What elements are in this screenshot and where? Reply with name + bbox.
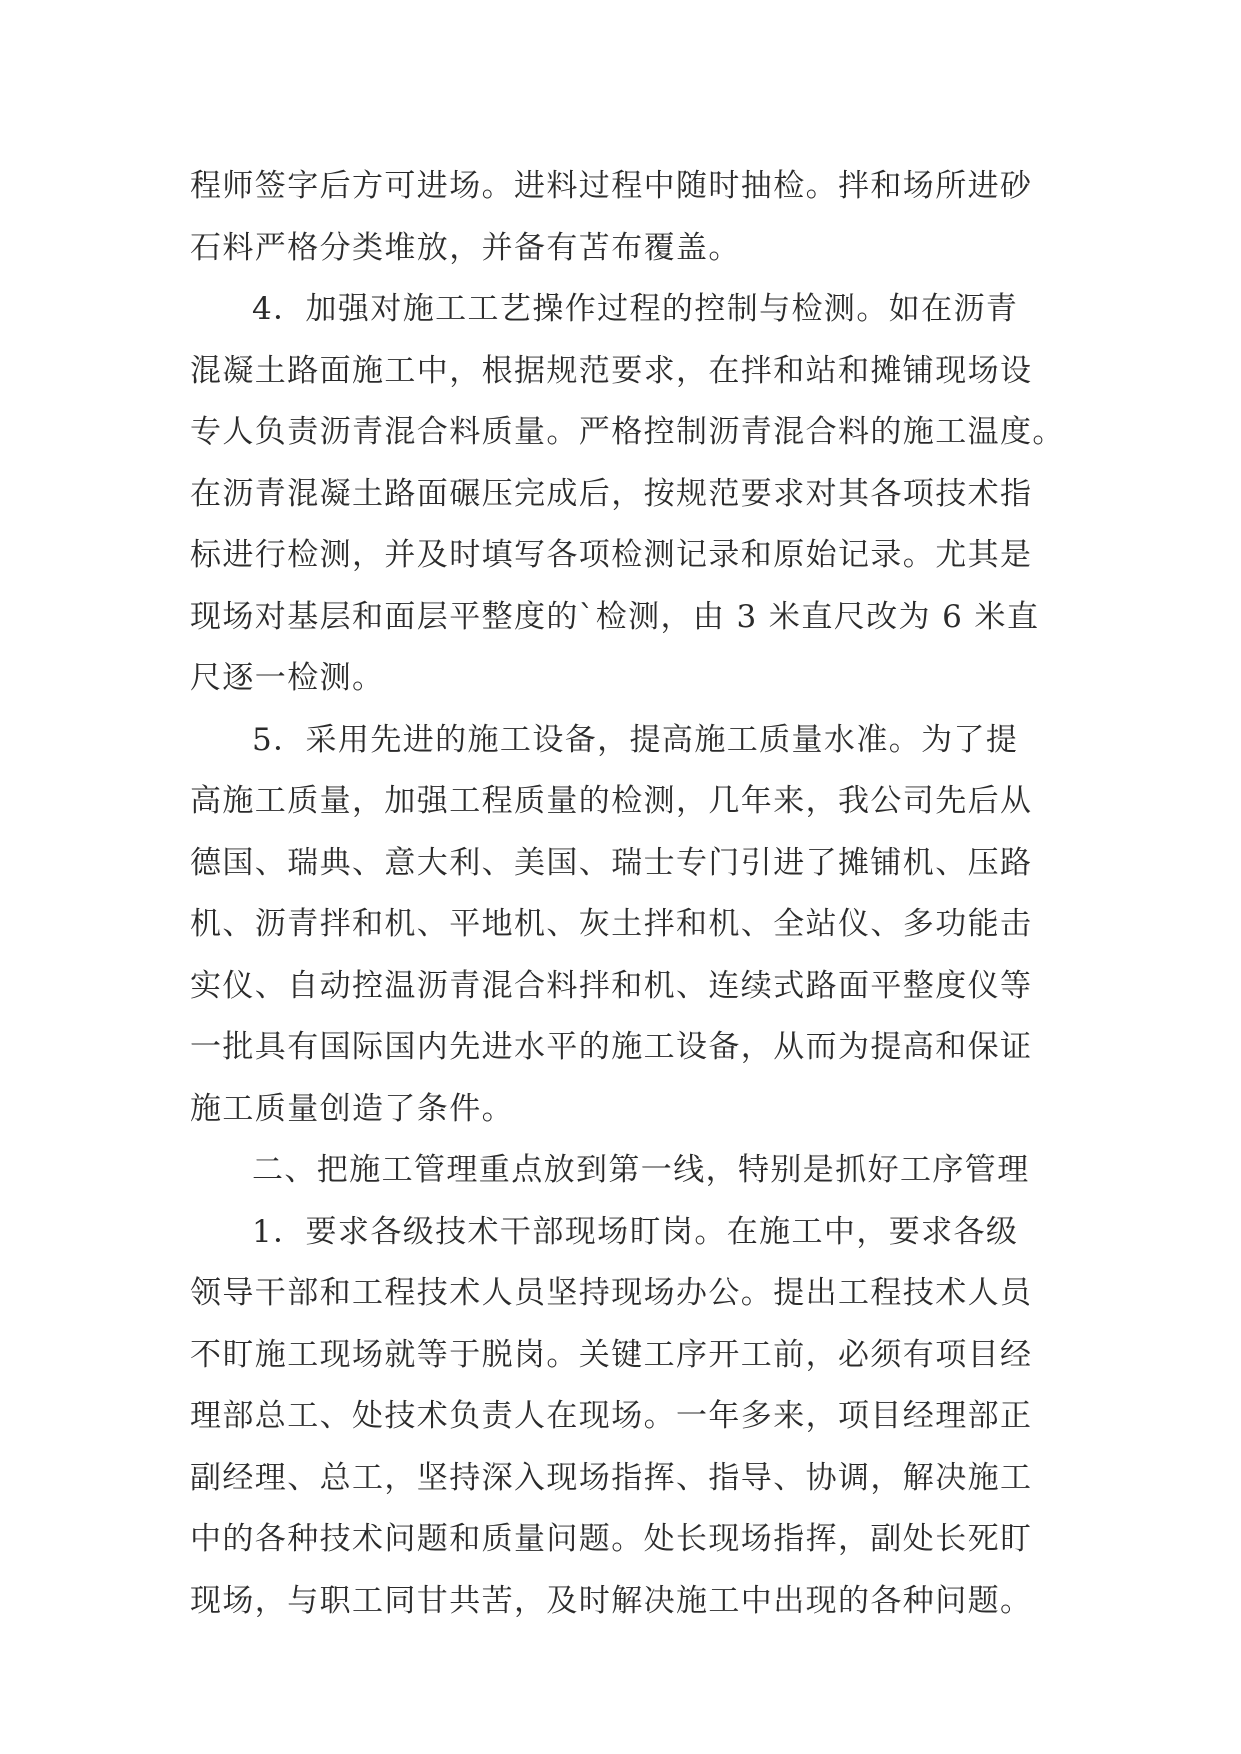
text-line: 标进行检测，并及时填写各项检测记录和原始记录。尤其是: [190, 537, 1033, 573]
text-line: 中的各种技术问题和质量问题。处长现场指挥，副处长死盯: [190, 1521, 1033, 1557]
text-line: 现场对基层和面层平整度的`检测，由 3 米直尺改为 6 米直: [190, 598, 1040, 635]
text-line: 实仪、自动控温沥青混合料拌和机、连续式路面平整度仪等: [190, 967, 1033, 1004]
text-line: 一批具有国际国内先进水平的施工设备，从而为提高和保证: [190, 1029, 1033, 1065]
text-line: 现场，与职工同甘共苦，及时解决施工中出现的各种问题。: [190, 1582, 1033, 1619]
text-line: 程师签字后方可进场。进料过程中随时抽检。拌和场所进砂: [190, 168, 1033, 204]
text-line: 领导干部和工程技术人员坚持现场办公。提出工程技术人员: [190, 1275, 1033, 1311]
text-line: 4．加强对施工工艺操作过程的控制与检测。如在沥青: [252, 291, 1019, 327]
text-line: 5．采用先进的施工设备，提高施工质量水准。为了提: [252, 721, 1019, 758]
text-line: 德国、瑞典、意大利、美国、瑞士专门引进了摊铺机、压路: [190, 844, 1033, 881]
text-line: 机、沥青拌和机、平地机、灰土拌和机、全站仪、多功能击: [190, 906, 1033, 942]
text-line: 尺逐一检测。: [190, 660, 385, 696]
text-line: 专人负责沥青混合料质量。严格控制沥青混合料的施工温度。: [190, 414, 1065, 450]
section-heading: 二、把施工管理重点放到第一线，特别是抓好工序管理: [252, 1152, 1030, 1188]
text-line: 副经理、总工，坚持深入现场指挥、指导、协调，解决施工: [190, 1459, 1033, 1496]
text-line: 1．要求各级技术干部现场盯岗。在施工中，要求各级: [252, 1213, 1019, 1250]
text-line: 高施工质量，加强工程质量的检测，几年来，我公司先后从: [190, 783, 1033, 819]
body-text: [190, 156, 1090, 1632]
text-line: 在沥青混凝土路面碾压完成后，按规范要求对其各项技术指: [190, 475, 1033, 512]
text-line: 不盯施工现场就等于脱岗。关键工序开工前，必须有项目经: [190, 1336, 1033, 1373]
text-line: 混凝土路面施工中，根据规范要求，在拌和站和摊铺现场设: [190, 352, 1033, 389]
text-line: 理部总工、处技术负责人在现场。一年多来，项目经理部正: [190, 1398, 1033, 1434]
text-line: 石料严格分类堆放，并备有苫布覆盖。: [190, 229, 741, 266]
text-line: 施工质量创造了条件。: [190, 1090, 514, 1127]
